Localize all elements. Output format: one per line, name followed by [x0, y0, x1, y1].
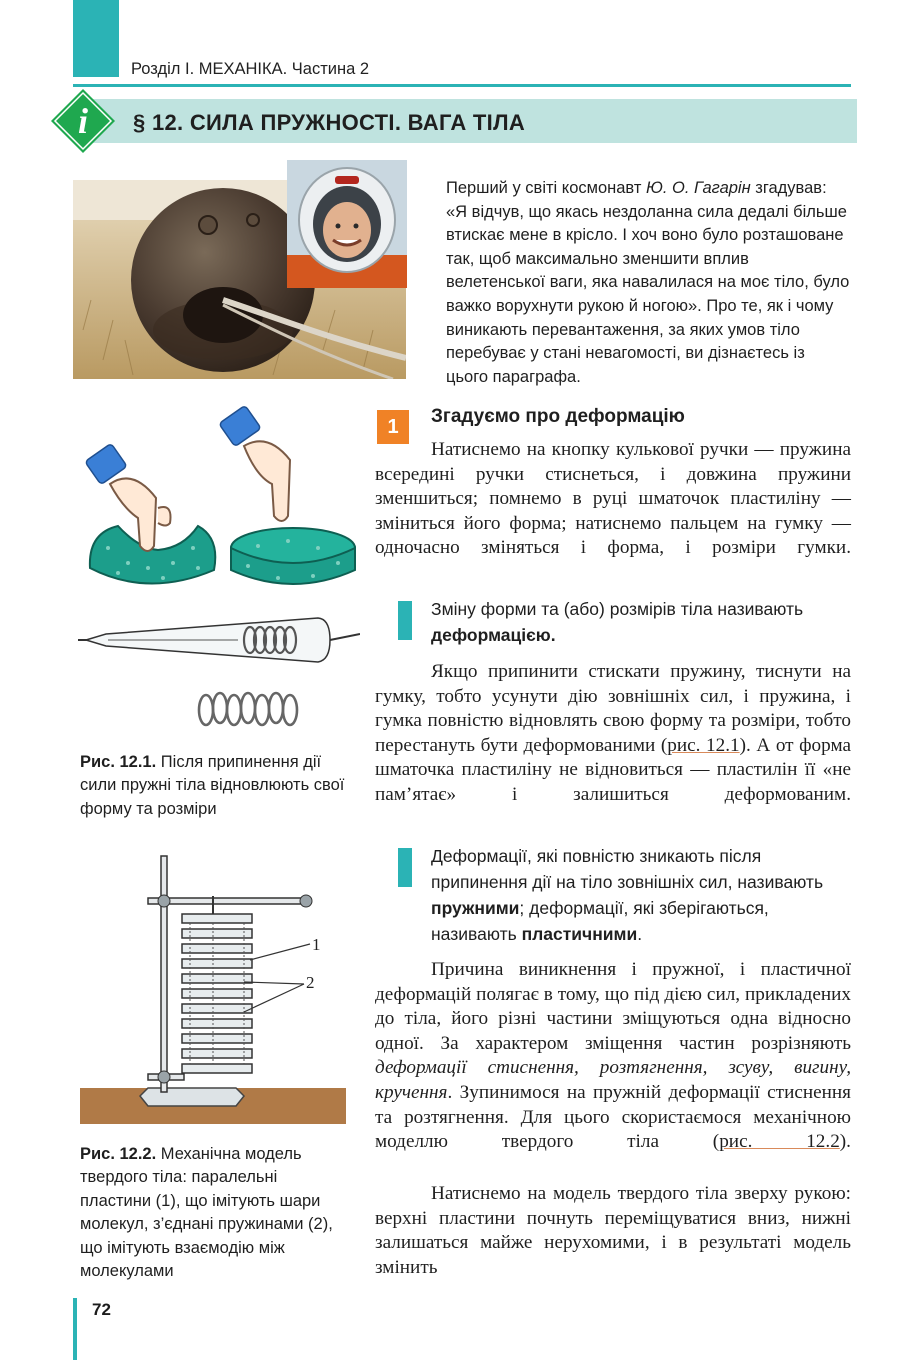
term-elastic: пружними — [431, 898, 520, 918]
figure-12-2-label-springs: 2 — [306, 973, 315, 992]
definition-deformation — [431, 596, 855, 648]
figure-12-2-illustration — [78, 852, 350, 1132]
definition-elastic-text: Деформації, які повністю зникають після припинення дії на тіло зовнішніх сил, називають — [431, 846, 824, 892]
figure-12-2-label: Рис. 12.2. — [80, 1145, 157, 1163]
info-icon-glyph: i — [77, 101, 89, 141]
definition-elastic-plastic — [431, 843, 855, 947]
chapter-tab-marker — [73, 0, 119, 77]
definition-bar — [398, 848, 412, 887]
figure-12-2-text: Механічна модель твердого тіла: паралельні пластини (1), що імітують шари молекул, з’єднані пружинами (2), що імітують взаємодію між молекулами — [80, 1145, 333, 1281]
intro-paragraph — [446, 177, 851, 389]
definition-bar — [398, 601, 412, 640]
running-head: Розділ I. МЕХАНІКА. Частина 2 — [131, 60, 370, 78]
page-number: 72 — [92, 1300, 111, 1319]
deformation-types: деформації стиснення, розтягнення, зсуву, вигину, кручення — [375, 1057, 851, 1103]
paragraph-1: Натиснемо на кнопку кулькової ручки — пружина всередині ручки стиснеться, і довжина пружини зменшиться; помнемо в руці шматочок пластиліну — зміниться його форма; натиснемо пальцем на гумку — одночасно зміняться і форма, і розміри гумки. — [375, 439, 851, 559]
section-title: § 12. СИЛА ПРУЖНОСТІ. ВАГА ТІЛА — [133, 110, 526, 135]
info-icon — [50, 88, 116, 154]
definition-period: . — [637, 924, 643, 944]
term-deformation: деформацією. — [431, 625, 556, 645]
figure-12-2-reference[interactable]: рис. 12.2 — [719, 1131, 840, 1153]
paragraph-2 — [375, 660, 851, 808]
paragraph-3 — [375, 958, 851, 1155]
section-heading: Згадуємо про деформацію — [431, 406, 685, 427]
definition-plastic-text: ; деформації, які зберігаються, називають — [431, 898, 769, 944]
section-number-badge: 1 — [377, 410, 409, 444]
figure-12-1-reference[interactable]: рис. 12.1 — [667, 734, 740, 756]
figure-12-1-illustration — [78, 398, 360, 738]
definition-deformation-text: Зміну форми та (або) розмірів тіла називають — [431, 599, 804, 619]
intro-text: згадував: «Я відчув, що якась нездоланна сила дедалі більше втискає мене в крісло. І хоч воно було розташоване так, щоб максимально зменшити вплив велетенської ваги, яка навалилася на моє тіло, було важко ворухнути рукою й ногою». Про те, як і чому виникають перевантаження, за яких умов тіло перебуває у стані невагомості, ви дізнаєтесь із цього параграфа. — [446, 179, 850, 386]
figure-12-1-text: Після припинення дії сили пружні тіла відновлюють свої форму та розміри — [80, 753, 345, 818]
figure-12-2-caption — [80, 1143, 352, 1283]
figure-12-2-label-plates: 1 — [312, 935, 321, 954]
paragraph-2-start: Якщо припинити стискати пружину, тиснути на гумку, тобто усунути дію зовнішніх сил, і пружина, і гумка повністю відновлять свою форму та розміри, тобто перестануть бути деформованими ( — [375, 661, 851, 756]
page-number-bar — [73, 1298, 77, 1360]
paragraph-3-start: Причина виникнення і пружної, і пластичної деформацій полягає в тому, що під дією сил, прикладених до тіла, його різні частини зміщуються одна відносно одної. За характером зміщення частин розрізняють — [375, 959, 851, 1054]
intro-lead: Перший у світі космонавт — [446, 179, 646, 197]
paragraph-2-end: ). А от форма шматочка пластиліну не відновиться — пластилін її «не пам’ятає» і залишиться деформованим. — [375, 734, 851, 805]
paragraph-3-end: ). — [839, 1131, 851, 1153]
cosmonaut-portrait-photo — [287, 160, 407, 288]
intro-author: Ю. О. Гагарін — [645, 179, 751, 197]
paragraph-4: Натиснемо на модель твердого тіла зверху рукою: верхні пластини почнуть переміщуватися вниз, нижні залишаться майже нерухомими, і в результаті модель змінить — [375, 1183, 851, 1278]
header-rule — [73, 84, 851, 87]
figure-12-1-label: Рис. 12.1. — [80, 753, 157, 771]
paragraph-3-middle: . Зупинимося на пружній деформації стиснення та розтягнення. Для цього скористаємося механічною моделлю твердого тіла ( — [375, 1081, 851, 1153]
figure-12-1-caption — [80, 751, 352, 821]
term-plastic: пластичними — [521, 924, 638, 944]
